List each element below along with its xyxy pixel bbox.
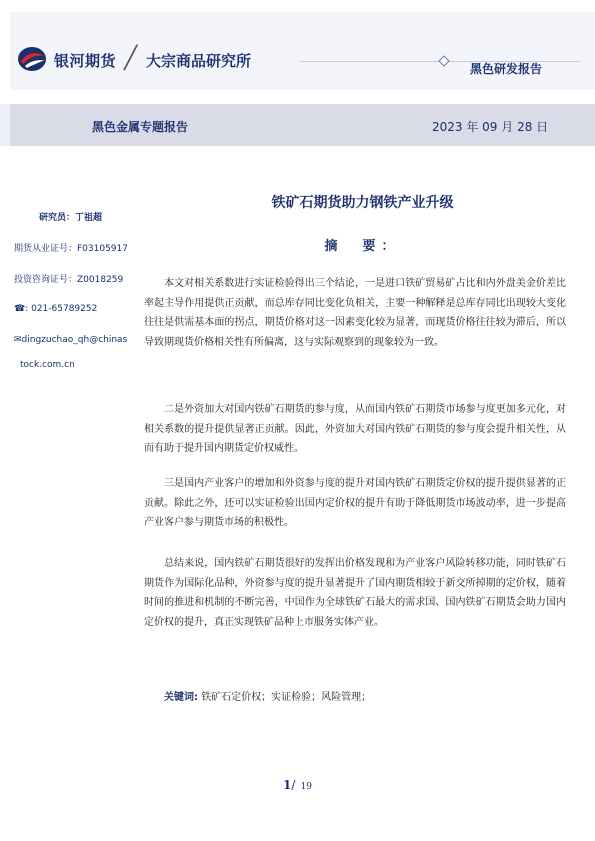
keywords-list: 铁矿石定价权；实证检验；风险管理； bbox=[201, 692, 372, 703]
email-address[interactable]: ✉dingzuchao_qh@chinas bbox=[14, 335, 128, 345]
brand-divider: ╱ bbox=[124, 46, 138, 71]
report-type: 黑色研发报告 bbox=[470, 62, 543, 76]
email-address-cont[interactable]: tock.com.cn bbox=[20, 360, 75, 370]
keywords-label: 关键词: bbox=[164, 692, 198, 703]
advisory-license: 投资咨询证号：Z0018259 bbox=[14, 275, 124, 285]
page-number bbox=[0, 774, 595, 793]
abstract-paragraph: 三是国内产业客户的增加和外资参与度的提升对国内铁矿石期货定价权的提升提供显著的正贡献。除此之外，还可以实证检验出国内定价权的提升有助于降低期货市场波动率，进一步提高产业客户参与期货市场的积极性。 bbox=[144, 478, 566, 529]
page-total: 19 bbox=[300, 782, 312, 792]
phone-number: ☎: 021-65789252 bbox=[14, 304, 98, 314]
keywords-line bbox=[164, 688, 371, 703]
page-header bbox=[0, 0, 595, 90]
abstract-paragraph: 二是外资加大对国内铁矿石期货的参与度，从而国内铁矿石期货市场参与度更加多元化，对相关系数的提升提供显著正贡献。因此，外资加大对国内铁矿石期货的参与度会提升相关性，从而有助于提升国内期货定价权威性。 bbox=[144, 404, 566, 455]
researcher-name: 研究员：丁祖超 bbox=[39, 213, 103, 223]
galaxy-logo-icon bbox=[17, 46, 47, 72]
report-date: 2023 年 09 月 28 日 bbox=[432, 120, 549, 134]
brand-name: 银河期货 bbox=[54, 52, 117, 70]
report-category: 黑色金属专题报告 bbox=[92, 120, 189, 134]
page-separator: / bbox=[291, 778, 296, 792]
report-title: 铁矿石期货助力钢铁产业升级 bbox=[271, 195, 454, 211]
abstract-paragraph: 总结来说，国内铁矿石期货很好的发挥出价格发现和为产业客户风险转移功能，同时铁矿石期货作为国际化品种，外资参与度的提升显著提升了国内期货相较于新交所掉期的定价权，随着时间的推进和机制的不断完善，中国作为全球铁矿石最大的需求国、国内铁矿石期货会助力国内定价权的提升，真正实现铁矿品种上市服务实体产业。 bbox=[144, 558, 566, 628]
abstract-heading: 摘 要： bbox=[324, 239, 401, 254]
subheader-edge bbox=[0, 104, 10, 146]
institute-name: 大宗商品研究所 bbox=[146, 52, 252, 70]
abstract-paragraph: 本文对相关系数进行实证检验得出三个结论，一是进口铁矿贸易矿占比和内外盘美金价差比率起主导作用提供正贡献，而总库存同比变化负相关，主要一种解释是总库存同比出现较大变化往往是供需基本面的拐点，期货价格对这一因素变化较为显著，而现货价格往往较为滞后，所以导致期现货价格相关性有所偏离，这与实际观察到的现象较为一致。 bbox=[144, 278, 566, 348]
page-current: 1 bbox=[283, 778, 292, 792]
futures-license: 期货从业证号：F03105917 bbox=[14, 244, 128, 254]
